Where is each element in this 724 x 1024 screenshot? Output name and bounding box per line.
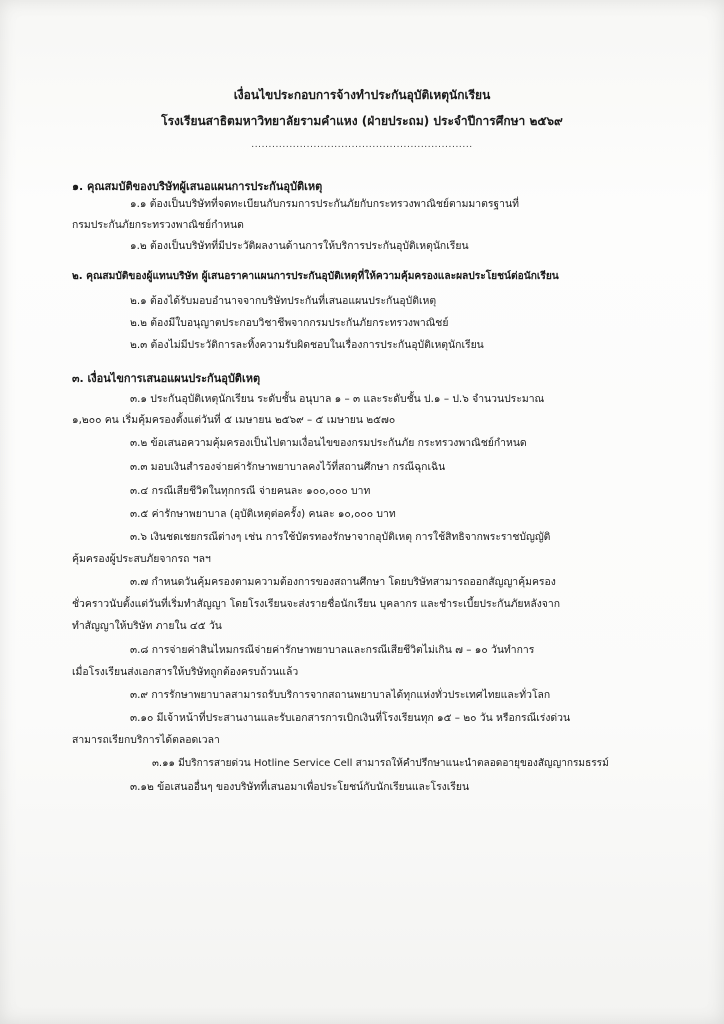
section3-item5: ๓.๕ ค่ารักษาพยาบาล (อุบัติเหตุต่อครั้ง) คนละ ๑๐,๐๐๐ บาท	[130, 508, 396, 520]
section3-item6-cont: คุ้มครองผู้ประสบภัยจากรถ ฯลฯ	[72, 553, 211, 565]
section2-item3: ๒.๓ ต้องไม่มีประวัติการละทิ้งความรับผิดชอบในเรื่องการประกันอุบัติเหตุนักเรียน	[130, 339, 484, 351]
section3-item7-cont1: ชั่วคราวนับตั้งแต่วันที่เริ่มทำสัญญา โดยโรงเรียนจะส่งรายชื่อนักเรียน บุคลากร และชำระเบี้ยประกันภัยหลังจาก	[72, 598, 561, 610]
section3-item11: ๓.๑๑ มีบริการสายด่วน Hotline Service Cell สามารถให้คำปรึกษาแนะนำตลอดอายุของสัญญากรมธรรม์	[152, 758, 609, 769]
section3-item10-cont: สามารถเรียกบริการได้ตลอดเวลา	[72, 734, 220, 746]
section3-item7: ๓.๗ กำหนดวันคุ้มครองตามความต้องการของสถานศึกษา โดยบริษัทสามารถออกสัญญาคุ้มครอง	[130, 576, 556, 588]
document-title: เงื่อนไขประกอบการจ้างทำประกันอุบัติเหตุนักเรียน	[233, 88, 491, 102]
section2-heading: ๒. คุณสมบัติของผู้แทนบริษัท ผู้เสนอราคาแผนการประกันอุบัติเหตุที่ให้ความคุ้มครองและผลประโยชน์ต่อนักเรียน	[72, 271, 559, 282]
section3-item8: ๓.๘ การจ่ายค่าสินไหมกรณีจ่ายค่ารักษาพยาบาลและกรณีเสียชีวิตไม่เกิน ๗ – ๑๐ วันทำการ	[130, 644, 535, 656]
section1-heading: ๑. คุณสมบัติของบริษัทผู้เสนอแผนการประกันอุบัติเหตุ	[72, 180, 323, 193]
section3-item9: ๓.๙ การรักษาพยาบาลสามารถรับบริการจากสถานพยาบาลได้ทุกแห่งทั่วประเทศไทยและทั่วโลก	[130, 689, 551, 701]
section3-item1: ๓.๑ ประกันอุบัติเหตุนักเรียน ระดับชั้น อนุบาล ๑ – ๓ และระดับชั้น ป.๑ – ป.๖ จำนวนประมาณ	[130, 393, 545, 405]
section1-item2: ๑.๒ ต้องเป็นบริษัทที่มีประวัติผลงานด้านการให้บริการประกันอุบัติเหตุนักเรียน	[130, 240, 469, 252]
document-subtitle: โรงเรียนสาธิตมหาวิทยาลัยรามคำแหง (ฝ่ายประถม) ประจำปีการศึกษา ๒๕๖๙	[161, 114, 563, 128]
section3-item10: ๓.๑๐ มีเจ้าหน้าที่ประสานงานและรับเอกสารการเบิกเงินที่โรงเรียนทุก ๑๕ – ๒๐ วัน หรือกรณีเร่งด่วน	[130, 712, 571, 724]
section3-item8-cont: เมื่อโรงเรียนส่งเอกสารให้บริษัทถูกต้องครบถ้วนแล้ว	[72, 666, 299, 678]
section2-item2: ๒.๒ ต้องมีใบอนุญาตประกอบวิชาชีพจากกรมประกันภัยกระทรวงพาณิชย์	[130, 317, 449, 329]
section3-item1-cont: ๑,๒๐๐ คน เริ่มคุ้มครองตั้งแต่วันที่ ๕ เมษายน ๒๕๖๙ – ๕ เมษายน ๒๕๗๐	[72, 414, 396, 426]
section3-item12: ๓.๑๒ ข้อเสนออื่นๆ ของบริษัทที่เสนอมาเพื่อประโยชน์กับนักเรียนและโรงเรียน	[130, 781, 470, 793]
section2-item1: ๒.๑ ต้องได้รับมอบอำนาจจากบริษัทประกันที่เสนอแผนประกันอุบัติเหตุ	[130, 295, 437, 307]
section3-heading: ๓. เงื่อนไขการเสนอแผนประกันอุบัติเหตุ	[72, 372, 261, 385]
section3-item6: ๓.๖ เงินชดเชยกรณีต่างๆ เช่น การใช้บัตรทองรักษาจากอุบัติเหตุ การใช้สิทธิจากพระราชบัญญัติ	[130, 531, 551, 543]
section3-item4: ๓.๔ กรณีเสียชีวิตในทุกกรณี จ่ายคนละ ๑๐๐,๐๐๐ บาท	[130, 485, 371, 497]
section3-item3: ๓.๓ มอบเงินสำรองจ่ายค่ารักษาพยาบาลคงไว้ที่สถานศึกษา กรณีฉุกเฉิน	[130, 461, 446, 473]
section3-item7-cont2: ทำสัญญาให้บริษัท ภายใน ๔๕ วัน	[72, 620, 222, 632]
section1-item1-cont: กรมประกันภัยกระทรวงพาณิชย์กำหนด	[72, 219, 244, 231]
separator-line: ................................................................	[251, 140, 473, 150]
section3-item2: ๓.๒ ข้อเสนอความคุ้มครองเป็นไปตามเงื่อนไขของกรมประกันภัย กระทรวงพาณิชย์กำหนด	[130, 437, 527, 449]
section1-item1: ๑.๑ ต้องเป็นบริษัทที่จดทะเบียนกับกรมการประกันภัยกับกระทรวงพาณิชย์ตามมาตรฐานที่	[130, 198, 519, 210]
